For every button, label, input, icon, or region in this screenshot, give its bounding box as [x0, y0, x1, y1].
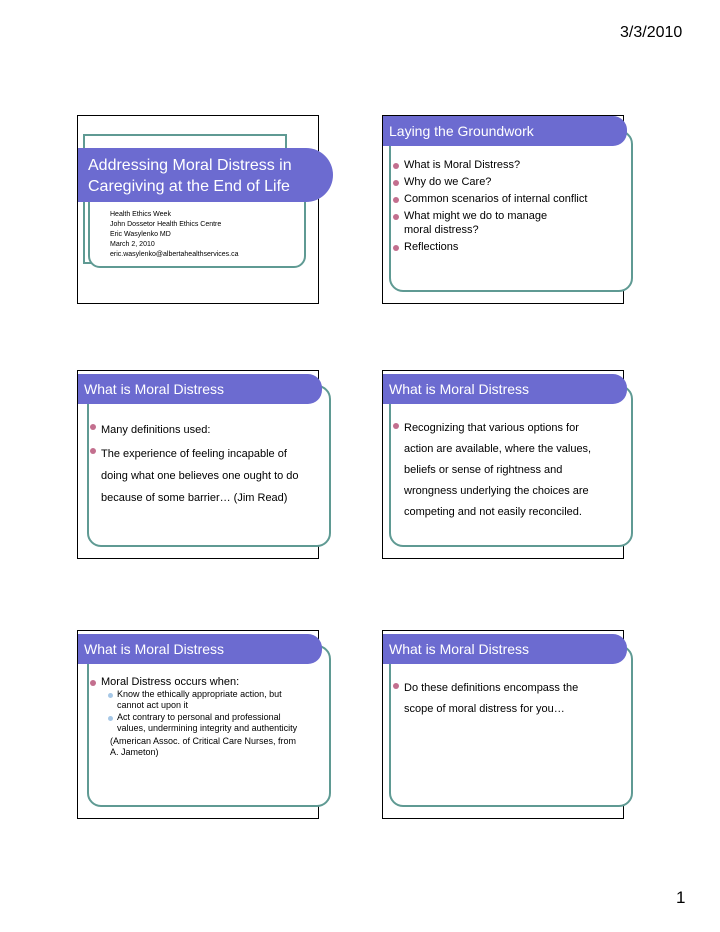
bullet-item: Many definitions used: [90, 419, 310, 441]
slide-6-frame [389, 645, 633, 807]
slide-5-title: What is Moral Distress [78, 634, 322, 664]
bullet-item: What might we do to manage moral distress? [393, 209, 574, 237]
page-date: 3/3/2010 [620, 24, 683, 41]
slide-4-title: What is Moral Distress [383, 374, 627, 404]
slide-4-definition [382, 370, 624, 559]
slide-1-title-line2: Caregiving at the End of Life [88, 178, 290, 195]
slide-5-bullets [90, 675, 312, 689]
info-date: March 2, 2010 [110, 241, 155, 248]
slide-2-groundwork [382, 115, 624, 304]
slide-3-bullets [90, 419, 310, 509]
bullet-item: Reflections [393, 240, 603, 254]
bullet-item: Do these definitions encompass the scope of moral distress for you… [393, 678, 603, 720]
info-event: Health Ethics Week [110, 211, 171, 218]
slide-4-bullets [393, 418, 609, 523]
slide-5-sub-bullets [108, 689, 298, 734]
page-number: 1 [676, 888, 686, 907]
slide-1-title [77, 115, 319, 304]
slide-5-occurs-when [77, 630, 319, 819]
bullet-item: The experience of feeling incapable of doing what one believes one ought to do because of some barrier… (Jim Read) [90, 443, 310, 509]
sub-bullet-item: Act contrary to personal and professional values, undermining integrity and authenticity [108, 712, 298, 734]
info-author: Eric Wasylenko MD [110, 231, 171, 238]
bullet-item: What is Moral Distress? [393, 158, 603, 172]
sub-bullet-item: Know the ethically appropriate action, but cannot act upon it [108, 689, 298, 711]
slide-3-definition [77, 370, 319, 559]
bullet-item: Common scenarios of internal conflict [393, 192, 603, 206]
bullet-item: Why do we Care? [393, 175, 603, 189]
bullet-item: Recognizing that various options for action are available, where the values, beliefs or sense of rightness and wrongness underlying the choices are competing and not easily reconciled. [393, 418, 609, 523]
slide-6-question [382, 630, 624, 819]
slide-6-title: What is Moral Distress [383, 634, 627, 664]
slide-3-title: What is Moral Distress [78, 374, 322, 404]
info-centre: John Dossetor Health Ethics Centre [110, 221, 222, 228]
slide-2-title: Laying the Groundwork [383, 116, 627, 146]
slide-1-info [110, 210, 239, 260]
slide-6-bullets [393, 678, 603, 720]
slide-5-citation: (American Assoc. of Critical Care Nurses, from A. Jameton) [110, 736, 297, 757]
slide-1-title-line1: Addressing Moral Distress in [88, 157, 292, 174]
slide-1-title-band [78, 148, 333, 202]
slide-2-bullets [393, 158, 603, 254]
slide-5-body [90, 675, 312, 758]
info-email: eric.wasylenko@albertahealthservices.ca [110, 251, 239, 258]
bullet-item: Moral Distress occurs when: [90, 675, 312, 689]
